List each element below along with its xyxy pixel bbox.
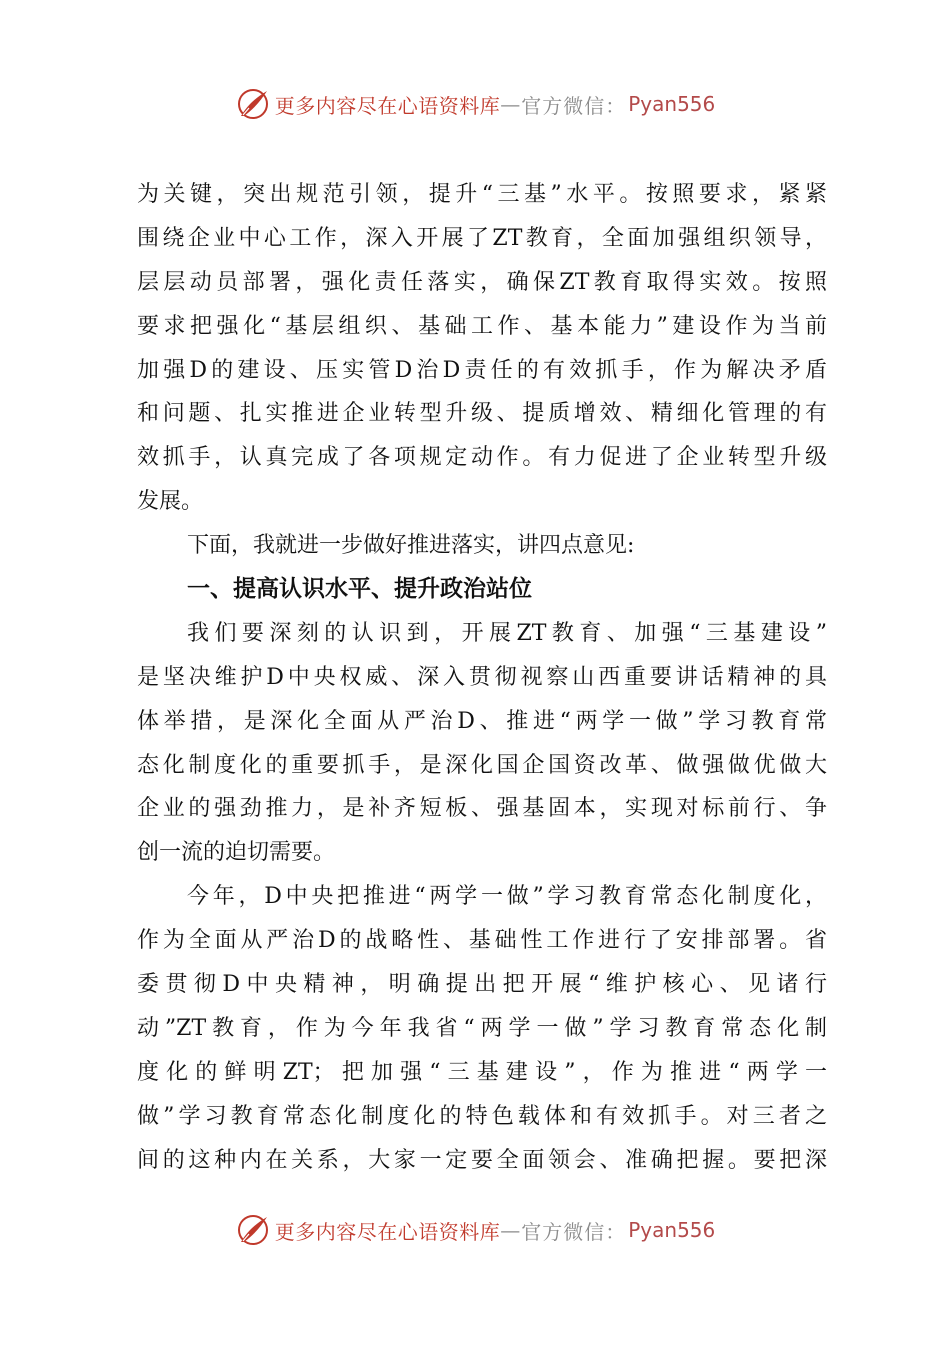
watermark-dash: — xyxy=(500,92,522,116)
text-line: 加强D的建设、压实管D治D责任的有效抓手，作为解决矛盾 xyxy=(137,357,827,383)
text-line: 效抓手，认真完成了各项规定动作。有力促进了企业转型升级 xyxy=(137,445,827,471)
text-line: 作为全面从严治D的战略性、基础性工作进行了安排部署。省 xyxy=(137,928,827,954)
footer-watermark xyxy=(0,1210,950,1250)
text-line: 做”学习教育常态化制度化的特色载体和有效抓手。对三者之 xyxy=(137,1103,827,1129)
text-line: 创一流的迫切需要。 xyxy=(137,840,336,866)
watermark-wechat-label: 官方微信： xyxy=(521,93,627,118)
text-line: 为关键，突出规范引领，提升“三基”水平。按照要求，紧紧 xyxy=(137,182,827,207)
text-line: 和问题、扎实推进企业转型升级、提质增效、精细化管理的有 xyxy=(137,401,827,427)
text-line: 体举措，是深化全面从严治D、推进“两学一做”学习教育常 xyxy=(137,708,827,734)
text-line: 层层动员部署，强化责任落实，确保ZT教育取得实效。按照 xyxy=(137,269,827,295)
text-line: 委贯彻D中央精神，明确提出把开展“维护核心、见诸行 xyxy=(137,972,827,998)
document-body xyxy=(137,173,827,1182)
text-line: 企业的强劲推力，是补齐短板、强基固本，实现对标前行、争 xyxy=(137,796,827,822)
quill-pen-logo-icon xyxy=(235,1212,271,1248)
watermark-dash: — xyxy=(500,1218,522,1242)
text-line: 是坚决维护D中央权威、深入贯彻视察山西重要讲话精神的具 xyxy=(137,664,828,690)
header-watermark xyxy=(0,84,950,124)
text-line: 要求把强化“基层组织、基础工作、基本能力”建设作为当前 xyxy=(137,313,827,339)
text-line: 态化制度化的重要抓手，是深化国企国资改革、做强做优做大 xyxy=(137,752,827,778)
text-line: 度化的鲜明ZT；把加强“三基建设”，作为推进“两学一 xyxy=(137,1059,827,1085)
text-line: 间的这种内在关系，大家一定要全面领会、准确把握。要把深 xyxy=(137,1147,827,1173)
text-line: 今年，D中央把推进“两学一做”学习教育常态化制度化， xyxy=(187,884,827,910)
text-line: 我们要深刻的认识到，开展ZT教育、加强“三基建设” xyxy=(187,620,827,646)
watermark-wechat-label: 官方微信： xyxy=(521,1219,627,1244)
text-line: 动”ZT教育，作为今年我省“两学一做”学习教育常态化制 xyxy=(137,1015,827,1041)
watermark-main-text: 更多内容尽在心语资料库 xyxy=(274,1219,501,1244)
text-line: 下面，我就进一步做好推进落实，讲四点意见: xyxy=(187,533,635,559)
watermark-wechat-id: Pyan556 xyxy=(628,92,716,116)
text-line: 发展。 xyxy=(137,489,204,515)
watermark-main-text: 更多内容尽在心语资料库 xyxy=(274,93,501,118)
watermark-wechat-id: Pyan556 xyxy=(628,1218,716,1242)
text-line: 围绕企业中心工作，深入开展了ZT教育，全面加强组织领导， xyxy=(137,225,827,251)
quill-pen-logo-icon xyxy=(235,86,271,122)
section-heading: 一、提高认识水平、提升政治站位 xyxy=(187,576,532,603)
